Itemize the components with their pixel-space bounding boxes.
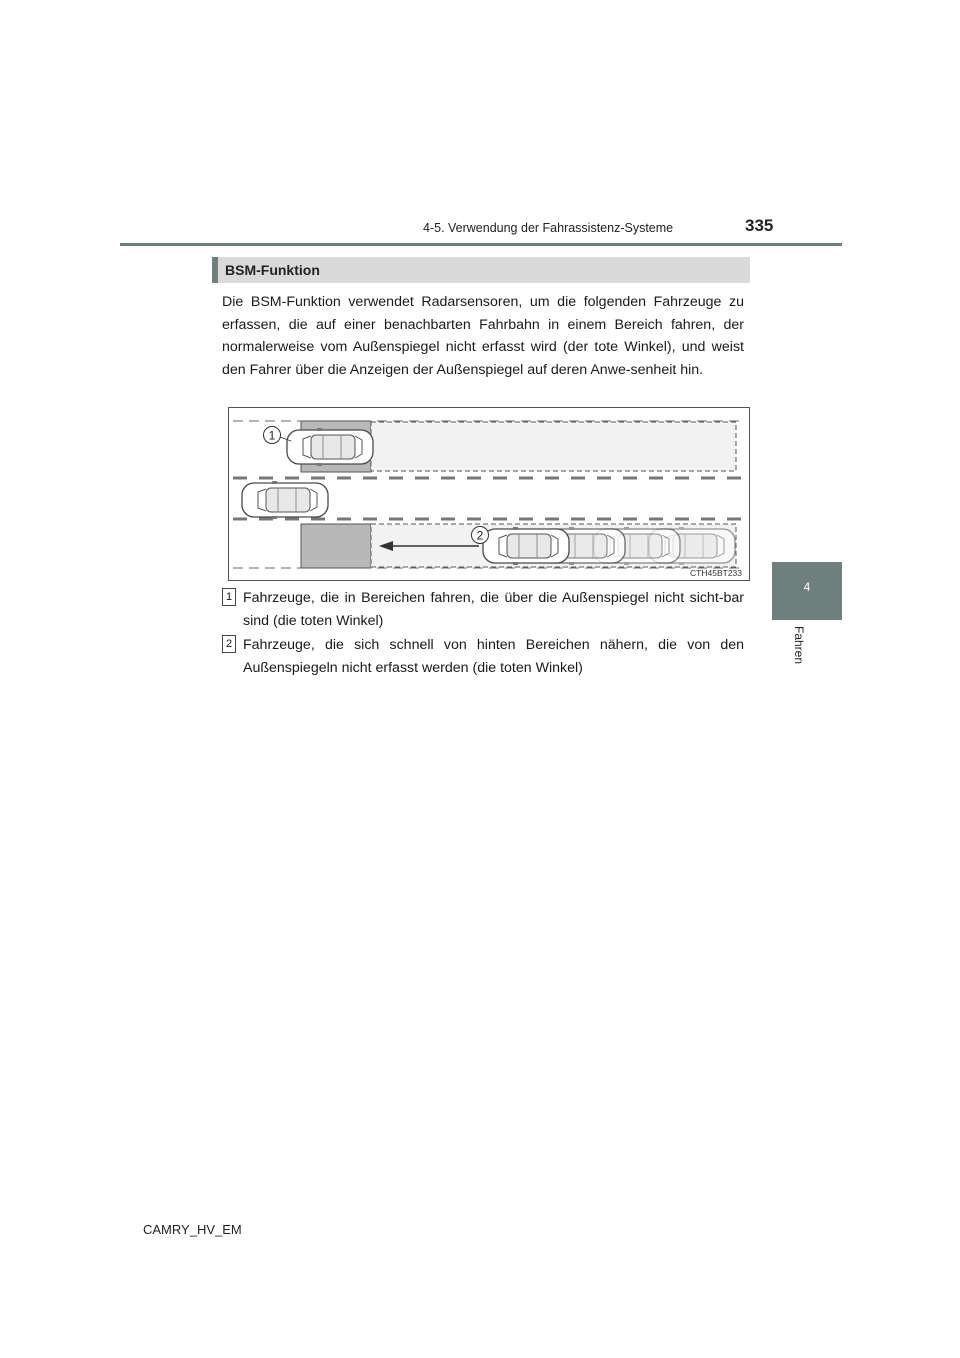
car-blind-spot (287, 428, 373, 466)
bsm-diagram (229, 408, 749, 580)
chapter-label-text: Fahren (792, 626, 806, 665)
callout-2-label: 2 (476, 528, 484, 543)
list-item (222, 587, 744, 633)
section-title: BSM-Funktion (225, 262, 320, 278)
chapter-label (784, 626, 828, 686)
header-rule (120, 243, 842, 246)
callout-1-label: 1 (268, 428, 276, 443)
detection-range-upper (371, 422, 736, 471)
document-code: CAMRY_HV_EM (143, 1222, 242, 1237)
car-approaching (483, 527, 569, 565)
car-own-vehicle (242, 481, 328, 519)
item-text: Fahrzeuge, die sich schnell von hinten Bereichen nähern, die von den Außenspiegeln nicht erfasst werden (die toten Winkel) (243, 637, 744, 676)
blind-spot-zone-lower (301, 524, 371, 568)
figure-code: CTH45BT233 (690, 568, 742, 578)
section-heading-bar (212, 257, 750, 283)
bsm-illustration (228, 407, 750, 581)
item-number-badge: 1 (222, 588, 236, 606)
page-number: 335 (745, 216, 774, 235)
list-item (222, 634, 744, 680)
intro-paragraph: Die BSM-Funktion verwendet Radarsensoren, um die folgenden Fahrzeuge zu erfassen, die auf einer benachbarten Fahrbahn in einem Bereich fahren, der normalerweise vom Außenspiegel nicht erfasst wird (der tote Winkel), und weist den Fahrer über die Anzeigen der Außenspiegel auf deren Anwe-senheit hin. (222, 294, 744, 378)
chapter-tab (772, 562, 842, 620)
running-header-section: 4-5. Verwendung der Fahrassistenz-Systeme (423, 221, 674, 235)
section-heading-accent (212, 257, 218, 283)
item-number-badge: 2 (222, 635, 236, 653)
chapter-tab-number: 4 (803, 580, 811, 594)
item-text: Fahrzeuge, die in Bereichen fahren, die über die Außenspiegel nicht sicht-bar sind (die toten Winkel) (243, 590, 744, 629)
